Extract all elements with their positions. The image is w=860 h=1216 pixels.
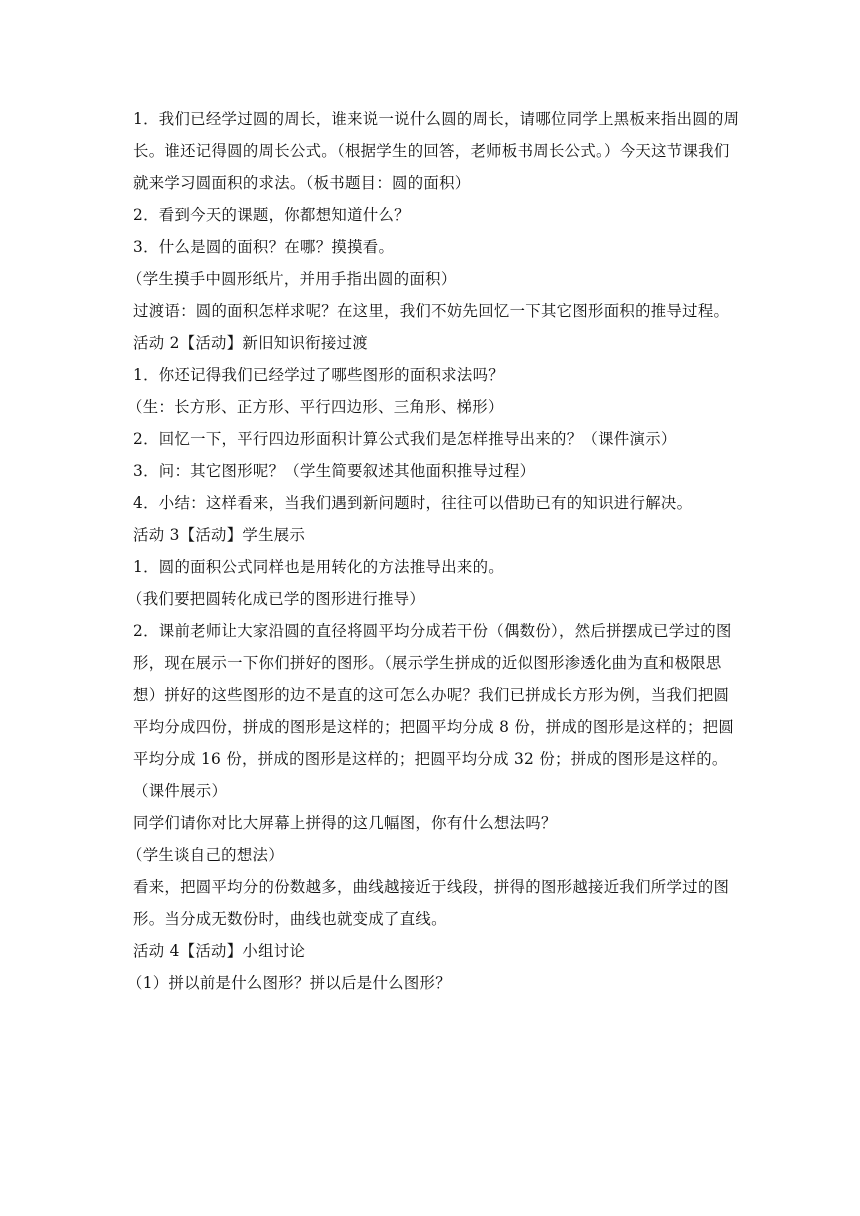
document-page — [127, 103, 743, 999]
paragraph-question-3: 3．什么是圆的面积？在哪？摸摸看。 — [133, 238, 395, 256]
paragraph-student-answer: （生：长方形、正方形、平行四边形、三角形、梯形） — [127, 398, 504, 416]
paragraph-activity2-summary: 4．小结：这样看来，当我们遇到新问题时，往往可以借助已有的知识进行解决。 — [133, 494, 693, 512]
paragraph-student-action: （学生摸手中圆形纸片，并用手指出圆的面积） — [127, 270, 457, 288]
paragraph-activity3-note: （我们要把圆转化成已学的图形进行推导） — [127, 590, 426, 608]
paragraph-activity2-q3: 3．问：其它图形呢？（学生简要叙述其他面积推导过程） — [133, 462, 536, 480]
paragraph-activity3-q2: 2．课前老师让大家沿圆的直径将圆平均分成若干份（偶数份），然后拼摆成已学过的图形，现在展示一下你们拼好的图形。（展示学生拼成的近似图形渗透化曲为直和极限思想）拼好的这些图形的边不是直的这可怎么办呢？我们已拼成长方形为例，当我们把圆平均分成四份，拼成的图形是这样的；把圆平均分成 8 份，拼成的图形是这样的；把圆平均分成 16 份，拼成的图形是这样的；把圆平均分成 32 份；拼成的图形是这样的。（课件展示） — [133, 622, 735, 800]
paragraph-activity2-q2: 2．回忆一下，平行四边形面积计算公式我们是怎样推导出来的？（课件演示） — [133, 430, 677, 448]
heading-activity-2: 活动 2【活动】新旧知识衔接过渡 — [133, 334, 368, 352]
heading-activity-3: 活动 3【活动】学生展示 — [133, 526, 306, 544]
paragraph-activity3-q1: 1．圆的面积公式同样也是用转化的方法推导出来的。 — [133, 558, 504, 576]
paragraph-student-ideas: （学生谈自己的想法） — [127, 846, 284, 864]
paragraph-intro: 1．我们已经学过圆的周长，谁来说一说什么圆的周长，请哪位同学上黑板来指出圆的周长。谁还记得圆的周长公式。（根据学生的回答，老师板书周长公式。）今天这节课我们就来学习圆面积的求法。（板书题目：圆的面积） — [133, 110, 740, 192]
heading-activity-4: 活动 4【活动】小组讨论 — [133, 942, 306, 960]
paragraph-conclusion: 看来，把圆平均分的份数越多，曲线越接近于线段，拼得的图形越接近我们所学过的图形。当分成无数份时，曲线也就变成了直线。 — [133, 878, 730, 928]
paragraph-activity2-q1: 1．你还记得我们已经学过了哪些图形的面积求法吗？ — [133, 366, 504, 384]
paragraph-compare-question: 同学们请你对比大屏幕上拼得的这几幅图，你有什么想法吗？ — [133, 814, 557, 832]
paragraph-question-2: 2．看到今天的课题，你都想知道什么？ — [133, 206, 410, 224]
paragraph-activity4-q1: （1）拼以前是什么图形？拼以后是什么图形？ — [127, 974, 451, 992]
paragraph-transition: 过渡语：圆的面积怎样求呢？在这里，我们不妨先回忆一下其它图形面积的推导过程。 — [133, 302, 730, 320]
